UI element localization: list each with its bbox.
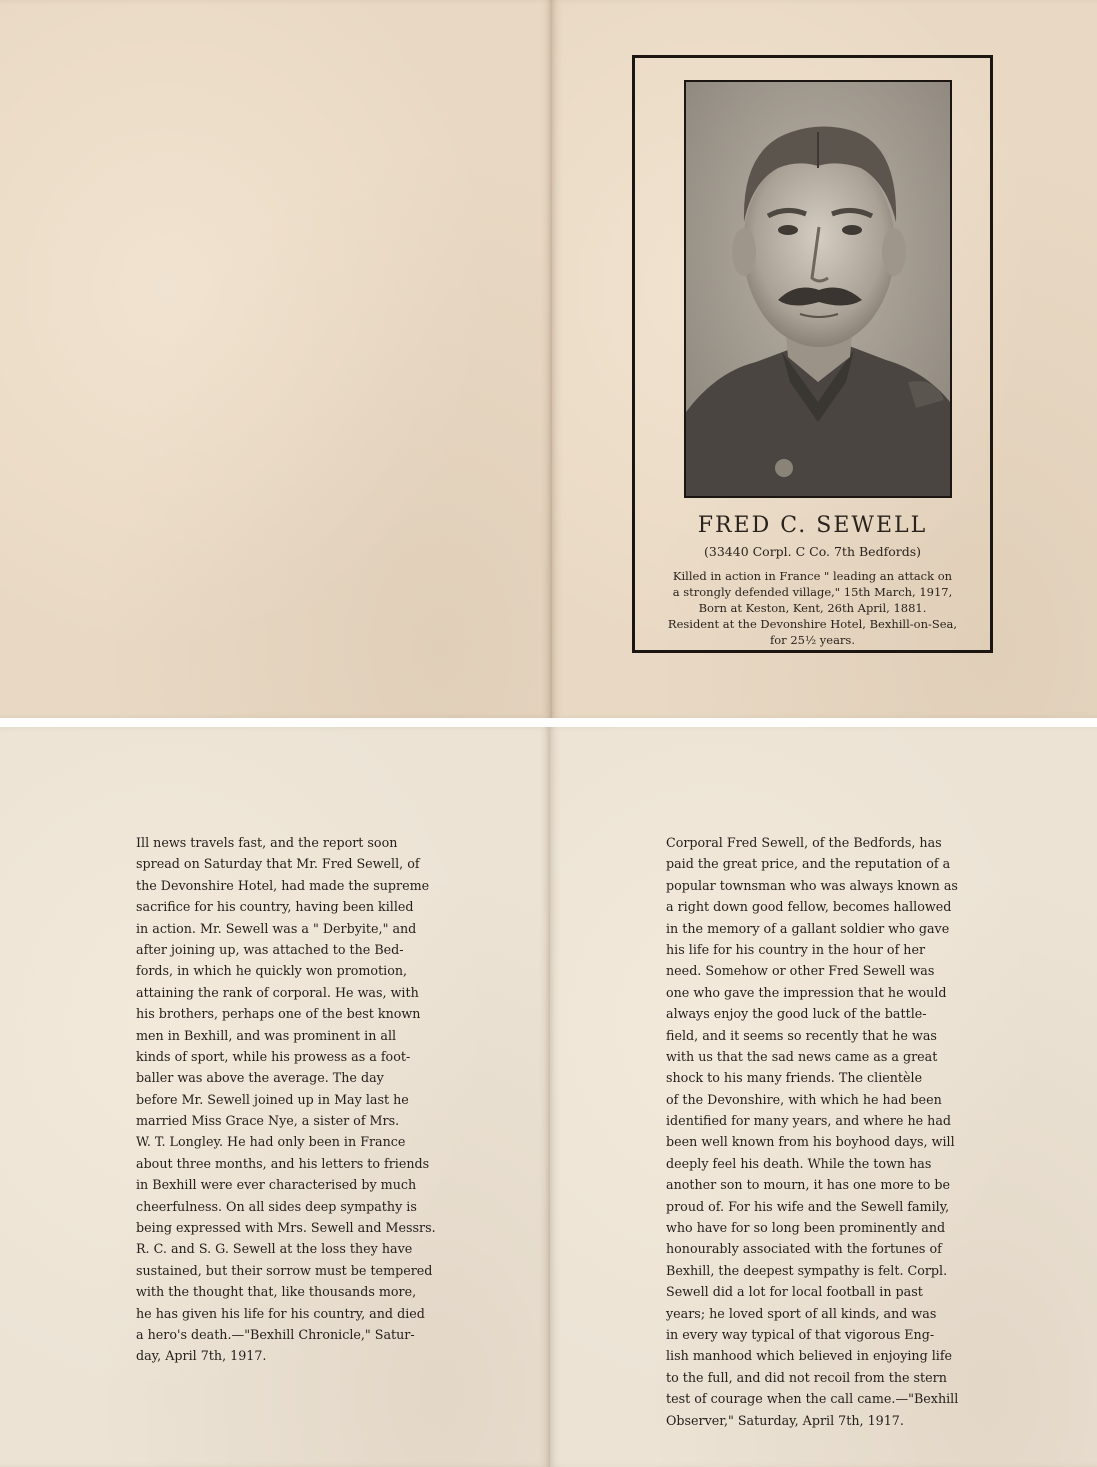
text-line: Sewell did a lot for local football in past xyxy=(666,1284,923,1300)
text-line: another son to mourn, it has one more to be xyxy=(666,1177,951,1193)
text-line: need. Somehow or other Fred Sewell was xyxy=(666,963,935,979)
caption-line: a strongly defended village," 15th March, 1917, xyxy=(672,585,953,599)
text-line: with the thought that, like thousands more, xyxy=(136,1284,417,1300)
text-line: kinds of sport, while his prowess as a foot- xyxy=(136,1048,411,1064)
text-line: deeply feel his death. While the town has xyxy=(666,1155,932,1171)
soldier-name: FRED C. SEWELL xyxy=(697,513,928,538)
chronicle-page xyxy=(0,727,550,1467)
text-line: lish manhood which believed in enjoying life xyxy=(666,1348,953,1364)
text-line: a hero's death.—"Bexhill Chronicle," Satur- xyxy=(136,1326,415,1342)
caption-line: for 25½ years. xyxy=(770,633,855,647)
text-line: one who gave the impression that he would xyxy=(666,984,947,1000)
text-line: years; he loved sport of all kinds, and was xyxy=(666,1305,937,1321)
memorial-caption xyxy=(645,568,980,648)
text-line: Bexhill, the deepest sympathy is felt. Corpl. xyxy=(666,1262,948,1278)
front-cover-page xyxy=(552,0,1097,718)
text-line: identified for many years, and where he had xyxy=(666,1113,952,1129)
text-line: sacrifice for his country, having been killed xyxy=(136,899,414,915)
text-line: a right down good fellow, becomes hallowed xyxy=(666,899,952,915)
caption-line: Born at Keston, Kent, 26th April, 1881. xyxy=(698,601,927,615)
observer-page xyxy=(550,727,1097,1467)
text-line: his life for his country in the hour of her xyxy=(666,941,926,957)
text-line: in action. Mr. Sewell was a " Derbyite," and xyxy=(136,920,417,936)
text-line: fords, in which he quickly won promotion, xyxy=(136,963,408,979)
text-line: before Mr. Sewell joined up in May last he xyxy=(136,1091,409,1107)
text-line: in the memory of a gallant soldier who gave xyxy=(666,920,950,936)
text-line: Corporal Fred Sewell, of the Bedfords, has xyxy=(666,835,942,850)
text-line: W. T. Longley. He had only been in France xyxy=(136,1134,406,1150)
portrait-photo xyxy=(684,80,952,498)
text-line: Observer," Saturday, April 7th, 1917. xyxy=(666,1412,904,1428)
text-line: day, April 7th, 1917. xyxy=(136,1348,267,1364)
text-line: sustained, but their sorrow must be tempered xyxy=(136,1262,433,1278)
memorial-frame xyxy=(632,55,993,653)
inside-cover-blank-page xyxy=(0,0,552,718)
text-line: paid the great price, and the reputation of a xyxy=(666,856,951,872)
text-line: spread on Saturday that Mr. Fred Sewell, of xyxy=(136,856,420,872)
text-line: the Devonshire Hotel, had made the supreme xyxy=(136,877,430,893)
text-line: about three months, and his letters to friends xyxy=(136,1155,430,1171)
text-line: of the Devonshire, with which he had been xyxy=(666,1091,942,1107)
text-line: been well known from his boyhood days, will xyxy=(666,1134,955,1150)
text-line: to the full, and did not recoil from the stern xyxy=(666,1369,947,1385)
text-line: Ill news travels fast, and the report soon xyxy=(136,835,398,850)
text-line: men in Bexhill, and was prominent in all xyxy=(136,1027,397,1043)
text-line: married Miss Grace Nye, a sister of Mrs. xyxy=(136,1113,400,1129)
soldier-rank: (33440 Corpl. C Co. 7th Bedfords) xyxy=(704,544,921,559)
caption-line: Killed in action in France " leading an attack on xyxy=(672,569,953,583)
text-line: with us that the sad news came as a great xyxy=(666,1048,938,1064)
soldier-portrait-image xyxy=(686,82,950,496)
text-line: in Bexhill were ever characterised by much xyxy=(136,1177,417,1193)
text-line: he has given his life for his country, and died xyxy=(136,1305,425,1321)
text-line: popular townsman who was always known as xyxy=(666,877,958,893)
text-line: attaining the rank of corporal. He was, with xyxy=(136,984,419,1000)
text-line: in every way typical of that vigorous Eng- xyxy=(666,1326,935,1342)
text-line: baller was above the average. The day xyxy=(136,1070,384,1086)
text-line: cheerfulness. On all sides deep sympathy is xyxy=(136,1198,417,1214)
text-line: being expressed with Mrs. Sewell and Messrs. xyxy=(136,1220,436,1236)
text-line: who have for so long been prominently and xyxy=(666,1220,946,1236)
text-line: his brothers, perhaps one of the best known xyxy=(136,1006,421,1022)
caption-line: Resident at the Devonshire Hotel, Bexhill-on-Sea, xyxy=(667,617,958,631)
text-line: honourably associated with the fortunes of xyxy=(666,1241,942,1257)
text-line: after joining up, was attached to the Bed- xyxy=(136,941,404,957)
text-line: always enjoy the good luck of the battle- xyxy=(666,1006,927,1022)
text-line: R. C. and S. G. Sewell at the loss they have xyxy=(136,1241,413,1257)
bexhill-observer-text xyxy=(666,832,958,1431)
text-line: test of courage when the call came.—"Bexhill xyxy=(666,1391,959,1407)
text-line: field, and it seems so recently that he was xyxy=(666,1027,937,1043)
bexhill-chronicle-text xyxy=(136,832,436,1367)
cover-spread xyxy=(0,0,1097,718)
inner-spread xyxy=(0,727,1097,1467)
text-line: proud of. For his wife and the Sewell family, xyxy=(666,1198,950,1214)
text-line: shock to his many friends. The clientèle xyxy=(666,1070,923,1086)
